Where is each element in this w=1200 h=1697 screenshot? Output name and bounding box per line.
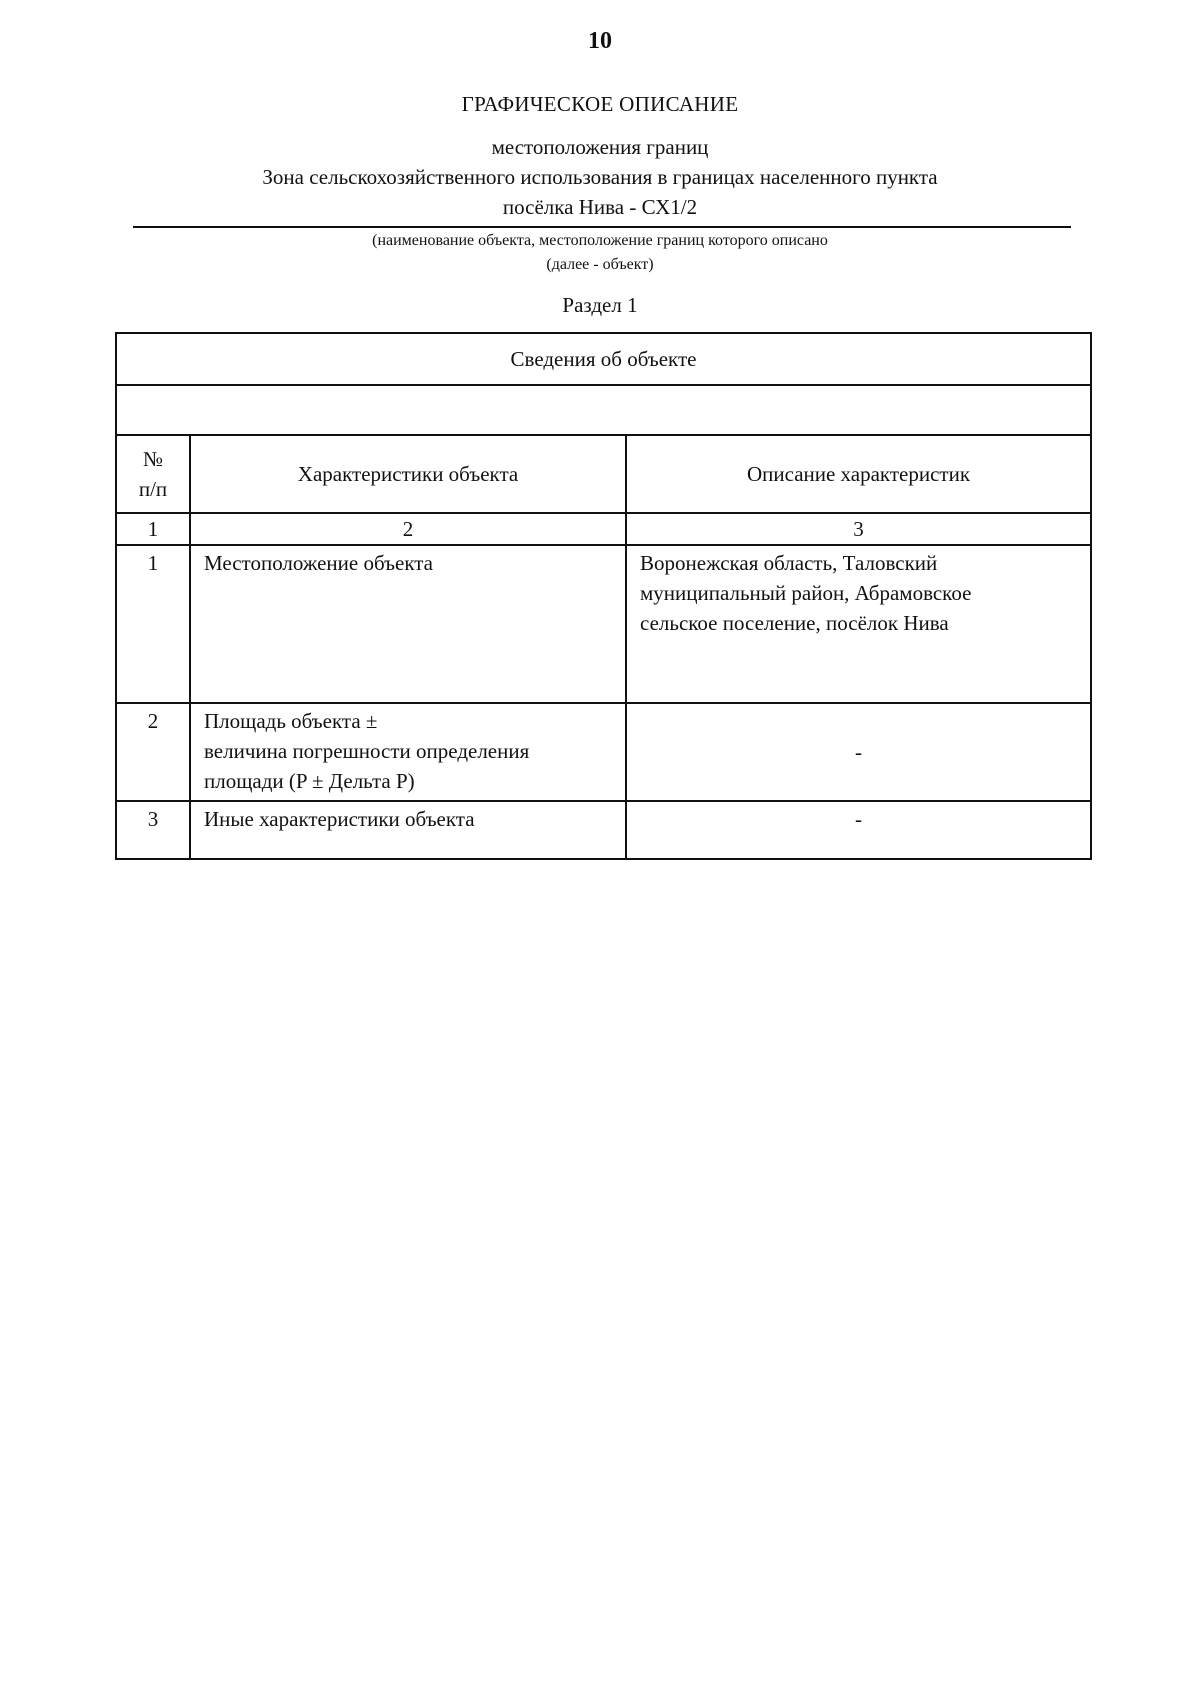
table-row <box>116 703 1091 801</box>
document-subtitle-line-1: местоположения границ <box>491 135 709 159</box>
row-2-num: 2 <box>116 703 190 801</box>
section-label: Раздел 1 <box>562 293 638 317</box>
document-subtitle-line-3: посёлка Нива - СХ1/2 <box>502 195 698 219</box>
document-subtitle-line-2: Зона сельскохозяйственного использования в границах населенного пункта <box>262 165 938 189</box>
table-empty-row <box>116 385 1091 435</box>
row-1-characteristic: Местоположение объекта <box>190 545 626 703</box>
header-description: Описание характеристик <box>626 435 1091 513</box>
document-title: ГРАФИЧЕСКОЕ ОПИСАНИЕ <box>461 92 739 116</box>
column-number-3: 3 <box>626 513 1091 545</box>
column-number-row <box>116 513 1091 545</box>
table-caption-row <box>116 333 1091 385</box>
row-1-description: Воронежская область, Таловский муниципальный район, Абрамовское сельское поселение, посёлок Нива <box>626 545 1091 703</box>
page-number: 10 <box>588 28 612 54</box>
table-row <box>116 545 1091 703</box>
row-3-num: 3 <box>116 801 190 859</box>
header-characteristic: Характеристики объекта <box>190 435 626 513</box>
row-2-description: - <box>626 703 1091 801</box>
row-2-characteristic: Площадь объекта ± величина погрешности определения площади (P ± Дельта P) <box>190 703 626 801</box>
column-number-2: 2 <box>190 513 626 545</box>
object-info-table <box>115 332 1092 860</box>
object-name-note-line-2: (далее - объект) <box>546 256 654 273</box>
column-number-1: 1 <box>116 513 190 545</box>
table-empty-cell <box>116 385 1091 435</box>
header-num: № п/п <box>116 435 190 513</box>
row-1-num: 1 <box>116 545 190 703</box>
row-3-description: - <box>626 801 1091 859</box>
object-name-note-line-1: (наименование объекта, местоположение границ которого описано <box>372 232 828 249</box>
title-underline <box>133 226 1071 228</box>
table-row <box>116 801 1091 859</box>
table-header-row <box>116 435 1091 513</box>
row-3-characteristic: Иные характеристики объекта <box>190 801 626 859</box>
table-caption: Сведения об объекте <box>116 333 1091 385</box>
